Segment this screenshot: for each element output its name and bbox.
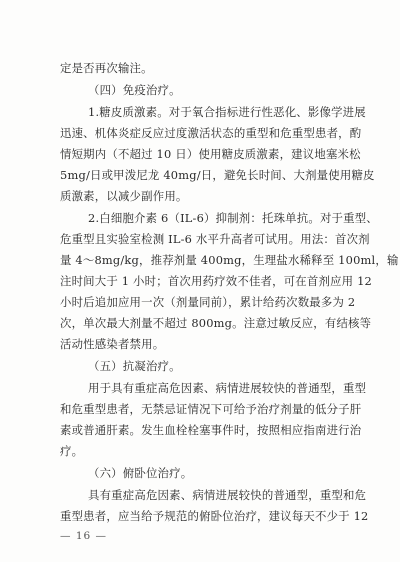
text-line: 量 4～8mg/kg，推荐剂量 400mg，生理盐水稀释至 100ml，输 [60,253,399,267]
text-line: 迅速、机体炎症反应过度激活状态的重型和危重型患者，酌 [60,126,362,140]
text-line: 1.糖皮质激素。对于氧合指标进行性恶化、影像学进展 [88,105,366,119]
text-line: 活动性感染者禁用。 [60,337,165,351]
section-heading: （五）抗凝治疗。 [88,359,181,373]
text-line: 质激素，以减少副作用。 [60,189,188,203]
text-line: 5mg/日或甲泼尼龙 40mg/日，避免长时间、大剂量使用糖皮 [60,168,375,182]
text-line: 危重型且实验室检测 IL-6 水平升高者可试用。用法：首次剂 [60,232,370,246]
section-heading: （四）免疫治疗。 [88,83,181,97]
text-line: 次，单次最大剂量不超过 800mg。注意过敏反应，有结核等 [60,316,372,330]
text-line: 疗。 [60,444,84,458]
text-line: 和危重型患者，无禁忌证情况下可给予治疗剂量的低分子肝 [60,402,362,416]
text-line: 小时后追加应用一次（剂量同前），累计给药次数最多为 2 [60,295,356,309]
section-heading: （六）俯卧位治疗。 [88,466,193,480]
text-line: 2.白细胞介素 6（IL-6）抑制剂：托珠单抗。对于重型、 [88,211,378,225]
text-line: 情短期内（不超过 10 日）使用糖皮质激素，建议地塞米松 [60,147,361,161]
text-line: 定是否再次输注。 [60,61,153,75]
text-line: 具有重症高危因素、病情进展较快的普通型，重型和危 [88,488,367,502]
text-line: 用于具有重症高危因素、病情进展较快的普通型，重型 [88,381,367,395]
text-line: 重型患者，应当给予规范的俯卧位治疗，建议每天不少于 12 [60,509,369,523]
text-line: 素或普通肝素。发生血栓栓塞事件时，按照相应指南进行治 [60,423,362,437]
page-number: — 16 — [60,530,108,542]
text-line: 注时间大于 1 小时；首次用药疗效不佳者，可在首剂应用 12 [60,274,372,288]
